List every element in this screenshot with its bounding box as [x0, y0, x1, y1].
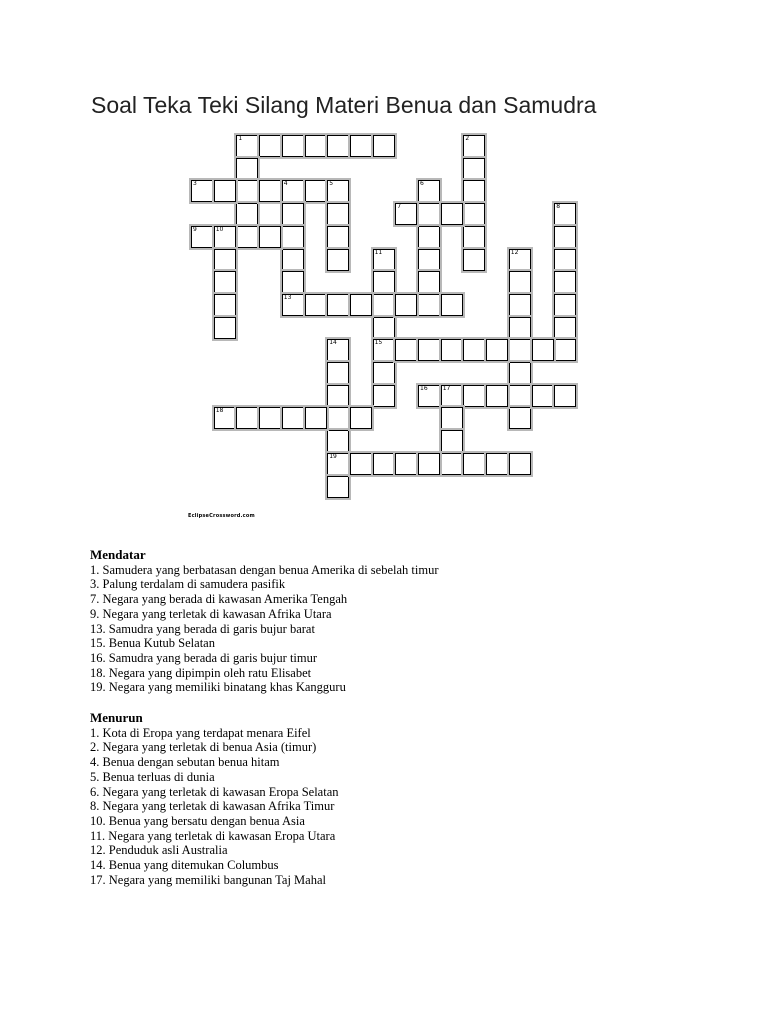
grid-cell: [532, 385, 554, 407]
grid-cell: [327, 294, 349, 316]
clue-down-10: 10. Benua yang bersatu dengan benua Asia: [90, 813, 305, 828]
grid-cell: [554, 385, 576, 407]
grid-cell: [441, 294, 463, 316]
grid-cell: [236, 203, 258, 225]
grid-cell: [191, 226, 213, 248]
grid-cell: [350, 453, 372, 475]
grid-cell: [327, 476, 349, 498]
grid-cell: [395, 294, 417, 316]
grid-cell: [282, 294, 304, 316]
clue-number: 15: [374, 339, 383, 347]
clue-number: 3: [193, 180, 197, 188]
grid-cell: [373, 453, 395, 475]
clue-down-5: 5. Benua terluas di dunia: [90, 769, 215, 784]
grid-cell: [214, 407, 236, 429]
grid-cell: [418, 180, 440, 202]
grid-cell: [350, 294, 372, 316]
grid-cell: [418, 453, 440, 475]
across-clues: [90, 548, 439, 695]
clue-number: 19: [329, 452, 337, 460]
grid-cell: [395, 339, 417, 361]
clue-across-19: 19. Negara yang memiliki binatang khas Kangguru: [90, 680, 346, 695]
clue-down-12: 12. Penduduk asli Australia: [90, 843, 228, 858]
grid-cell: [305, 294, 327, 316]
grid-cell: [509, 362, 531, 384]
grid-cell: [327, 226, 349, 248]
grid-cell: [305, 135, 327, 157]
grid-cell: [350, 407, 372, 429]
grid-cell: [463, 249, 485, 271]
grid-cell: [418, 339, 440, 361]
clue-across-7: 7. Negara yang berada di kawasan Amerika Tengah: [90, 592, 348, 607]
grid-cell: [214, 249, 236, 271]
grid-cell: [373, 294, 395, 316]
grid-cell: [259, 407, 281, 429]
across-heading: Mendatar: [90, 547, 146, 562]
grid-cell: [214, 294, 236, 316]
grid-cell: [282, 135, 304, 157]
grid-cell: [259, 226, 281, 248]
grid-cell: [509, 407, 531, 429]
grid-cell: [441, 430, 463, 452]
grid-cell: [463, 203, 485, 225]
grid-cell: [373, 271, 395, 293]
grid-cell: [327, 339, 349, 361]
grid-cell: [418, 385, 440, 407]
grid-cell: [509, 294, 531, 316]
grid-cell: [282, 180, 304, 202]
grid-cell: [373, 339, 395, 361]
grid-cell: [282, 407, 304, 429]
down-clue-list: [90, 726, 339, 888]
grid-cell: [350, 135, 372, 157]
grid-cell: [554, 317, 576, 339]
clue-across-1: 1. Samudera yang berbatasan dengan benua Amerika di sebelah timur: [90, 562, 439, 577]
grid-cell: [214, 271, 236, 293]
grid-cell: [395, 203, 417, 225]
clue-down-14: 14. Benua yang ditemukan Columbus: [90, 858, 279, 873]
grid-cell: [327, 135, 349, 157]
grid-cell: [373, 249, 395, 271]
grid-cell: [373, 385, 395, 407]
grid-cell: [509, 317, 531, 339]
clue-number: 9: [193, 225, 197, 233]
grid-cell: [486, 453, 508, 475]
clue-across-18: 18. Negara yang dipimpin oleh ratu Elisabet: [90, 665, 312, 680]
grid-cell: [191, 180, 213, 202]
grid-cell: [441, 203, 463, 225]
credit-text: EclipseCrossword.com: [188, 513, 255, 519]
clue-down-8: 8. Negara yang terletak di kawasan Afrika Timur: [90, 799, 335, 814]
grid-cell: [418, 294, 440, 316]
grid-cell: [395, 453, 417, 475]
clue-across-15: 15. Benua Kutub Selatan: [90, 636, 215, 651]
grid-cell: [554, 271, 576, 293]
clue-number: 1: [238, 135, 243, 142]
grid-cell: [463, 453, 485, 475]
grid-cell: [236, 135, 258, 157]
grid-cell: [327, 453, 349, 475]
grid-cell: [214, 180, 236, 202]
grid-cell: [373, 362, 395, 384]
grid-cell: [305, 180, 327, 202]
grid-cell: [509, 453, 531, 475]
grid-cell: [441, 385, 463, 407]
grid-cell: [282, 226, 304, 248]
grid-cell: [463, 339, 485, 361]
grid-cell: [532, 339, 554, 361]
down-heading: Menurun: [90, 710, 143, 725]
grid-cell: [327, 362, 349, 384]
grid-cell: [282, 203, 304, 225]
grid-cell: [418, 203, 440, 225]
grid-cell: [327, 203, 349, 225]
clue-number: 13: [283, 293, 292, 301]
grid-cell: [463, 135, 485, 157]
grid-cell: [463, 158, 485, 180]
grid-cell: [554, 226, 576, 248]
clue-number: 10: [215, 225, 224, 233]
clue-number: 17: [442, 384, 451, 392]
clue-number: 11: [374, 248, 383, 256]
grid-cell: [305, 407, 327, 429]
across-clue-list: [90, 563, 439, 695]
page-title: Soal Teka Teki Silang Materi Benua dan Samudra: [91, 92, 597, 118]
grid-cell: [214, 317, 236, 339]
grid-cell: [554, 294, 576, 316]
clue-number: 7: [397, 203, 402, 211]
grid-cell: [214, 226, 236, 248]
grid-cell: [236, 407, 258, 429]
clue-down-11: 11. Negara yang terletak di kawasan Eropa Utara: [90, 828, 336, 843]
grid-cell: [554, 339, 576, 361]
grid-cell: [509, 249, 531, 271]
clue-number: 8: [556, 203, 561, 211]
clue-down-1: 1. Kota di Eropa yang terdapat menara Eifel: [90, 725, 311, 740]
clue-across-13: 13. Samudra yang berada di garis bujur barat: [90, 621, 315, 636]
grid-cell: [463, 226, 485, 248]
grid-cell: [554, 249, 576, 271]
grid-cell: [327, 249, 349, 271]
clue-number: 14: [329, 339, 337, 347]
grid-cell: [463, 385, 485, 407]
grid-cell: [327, 430, 349, 452]
clue-down-4: 4. Benua dengan sebutan benua hitam: [90, 755, 280, 770]
grid-cell: [441, 407, 463, 429]
clue-across-3: 3. Palung terdalam di samudera pasifik: [90, 577, 286, 592]
grid-cell: [327, 180, 349, 202]
grid-cell: [509, 385, 531, 407]
clue-across-9: 9. Negara yang terletak di kawasan Afrika Utara: [90, 606, 332, 621]
grid-cell: [373, 135, 395, 157]
grid-cell: [418, 249, 440, 271]
clue-number: 16: [420, 384, 428, 392]
grid-cell: [441, 453, 463, 475]
clue-number: 2: [465, 135, 470, 142]
grid-cell: [282, 271, 304, 293]
grid-cell: [236, 180, 258, 202]
grid-cell: [486, 339, 508, 361]
grid-cell: [554, 203, 576, 225]
grid-cell: [236, 226, 258, 248]
grid-cell: [259, 180, 281, 202]
clue-number: 18: [215, 407, 224, 415]
grid-cell: [327, 407, 349, 429]
grid-cell: [463, 180, 485, 202]
grid-cell: [327, 385, 349, 407]
grid-cell: [486, 385, 508, 407]
clue-number: 4: [283, 180, 288, 188]
clue-down-17: 17. Negara yang memiliki bangunan Taj Mahal: [90, 872, 326, 887]
clue-number: 6: [420, 180, 424, 188]
down-clues: [90, 711, 339, 887]
clue-number: 5: [329, 180, 334, 188]
grid-cell: [259, 135, 281, 157]
grid-cell: [418, 271, 440, 293]
clue-down-6: 6. Negara yang terletak di kawasan Eropa Selatan: [90, 784, 339, 799]
grid-cell: [236, 158, 258, 180]
clue-across-16: 16. Samudra yang berada di garis bujur timur: [90, 650, 318, 665]
clue-number: 12: [510, 248, 519, 256]
grid-cell: [441, 339, 463, 361]
grid-cell: [509, 339, 531, 361]
clue-down-2: 2. Negara yang terletak di benua Asia (timur): [90, 740, 317, 755]
grid-cell: [509, 271, 531, 293]
grid-cell: [373, 317, 395, 339]
grid-cell: [282, 249, 304, 271]
grid-cell: [418, 226, 440, 248]
